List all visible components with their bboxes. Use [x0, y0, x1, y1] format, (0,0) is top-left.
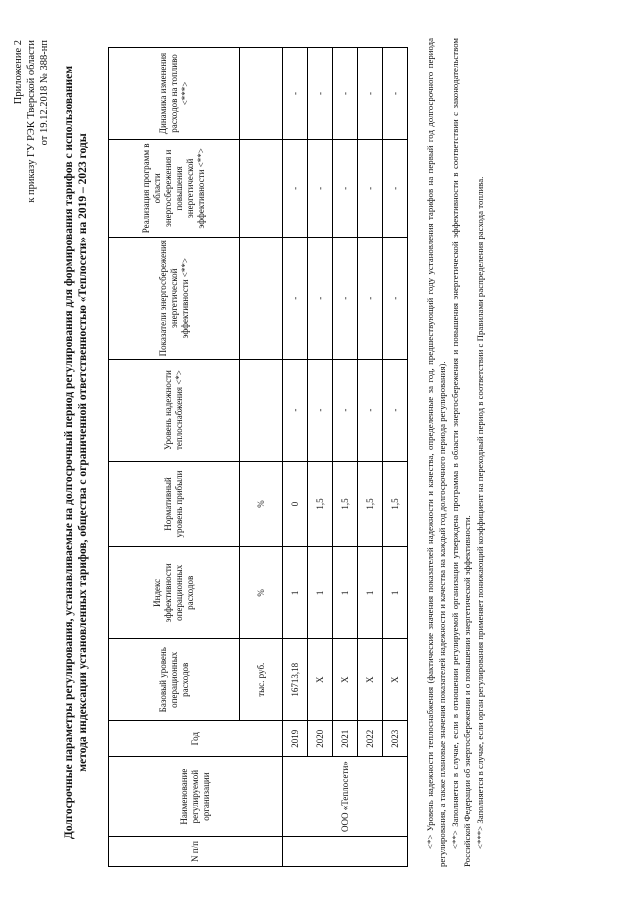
cell-reliability: - — [333, 359, 358, 461]
header-program: Реализация программ в области энергосбережения и повышения энергетической эффективности <**> — [109, 139, 240, 237]
cell-year: 2023 — [383, 721, 408, 757]
cell-normative-profit: 1,5 — [308, 461, 333, 547]
footnote-fuel: <***> Заполняется в случае, если орган регулирования применяет понижающий коэффициент на переходный период в соответствии с Правилами распределения расхода топлива. — [475, 176, 485, 849]
cell-normative-profit: 1,5 — [383, 461, 408, 547]
cell-year: 2021 — [333, 721, 358, 757]
cell-base-opex: Х — [358, 639, 383, 721]
table-row — [283, 48, 308, 867]
table-row — [383, 48, 408, 867]
footnote-energy-saving: <**> Заполняется в случае, если в отношении регулируемой организации утверждена программа в области энергосбережения и повышения энергетической эффективности в соответствии с законодательством Российской Федерации об энергосбережении и о повышении энергетической эффективности. — [450, 38, 472, 867]
cell-normative-profit: 0 — [283, 461, 308, 547]
table-row — [308, 48, 333, 867]
footnote-reliability: <*> Уровень надежности теплоснабжения (фактические значения показателей надежности и качества, определенные за год, предшествующий году установления тарифов на первый год долгосрочного периода регулирования, а также плановые значения показателей надежности и качества на каждый год долгосрочного периода регулирования). — [425, 38, 447, 867]
cell-program: - — [333, 139, 358, 237]
cell-fuel: - — [383, 48, 408, 140]
header-normative-profit: Нормативный уровень прибыли — [109, 461, 240, 547]
cell-year: 2019 — [283, 721, 308, 757]
cell-efficiency-index: 1 — [358, 547, 383, 639]
unit-base-opex: тыс. руб. — [240, 639, 283, 721]
header-fuel: Динамика изменения расходов на топливо <***> — [109, 48, 240, 140]
unit-empty — [240, 237, 283, 359]
cell-energy-saving: - — [383, 237, 408, 359]
cell-energy-saving: - — [308, 237, 333, 359]
header-base-opex: Базовый уровень операционных расходов — [109, 639, 240, 721]
appendix-order-reference: к приказу ГУ РЭК Тверской области — [26, 40, 37, 203]
header-efficiency-index: Индекс эффективности операционных расходов — [109, 547, 240, 639]
cell-program: - — [358, 139, 383, 237]
cell-year: 2022 — [358, 721, 383, 757]
cell-fuel: - — [333, 48, 358, 140]
unit-empty — [240, 139, 283, 237]
appendix-order-date: от 19.12.2018 № 388-нп — [39, 40, 50, 146]
cell-fuel: - — [308, 48, 333, 140]
cell-base-opex: Х — [383, 639, 408, 721]
table-row — [333, 48, 358, 867]
cell-reliability: - — [383, 359, 408, 461]
cell-base-opex: 16713,18 — [283, 639, 308, 721]
header-energy-saving: Показатели энергосбережения энергетической эффективности <**> — [109, 237, 240, 359]
cell-reliability: - — [308, 359, 333, 461]
document-title-line-2: метода индексации установленных тарифов, общества с ограниченной ответственностью «Теплосети» на 2019 – 2023 годы — [77, 133, 89, 772]
unit-normative-profit: % — [240, 461, 283, 547]
cell-program: - — [283, 139, 308, 237]
header-organization: Наименование регулируемой организации — [109, 757, 283, 837]
cell-number — [283, 837, 408, 867]
cell-efficiency-index: 1 — [333, 547, 358, 639]
table-header-row — [109, 48, 240, 867]
cell-reliability: - — [358, 359, 383, 461]
cell-energy-saving: - — [358, 237, 383, 359]
cell-organization: ООО «Теплосети» — [283, 757, 408, 837]
cell-reliability: - — [283, 359, 308, 461]
cell-efficiency-index: 1 — [283, 547, 308, 639]
cell-efficiency-index: 1 — [383, 547, 408, 639]
header-year: Год — [109, 721, 283, 757]
header-reliability: Уровень надежности теплоснабжения <*> — [109, 359, 240, 461]
unit-empty — [240, 359, 283, 461]
cell-base-opex: Х — [308, 639, 333, 721]
document-title — [62, 30, 90, 875]
unit-empty — [240, 48, 283, 140]
header-number: N п/п — [109, 837, 283, 867]
regulation-parameters-table — [108, 47, 408, 867]
cell-normative-profit: 1,5 — [358, 461, 383, 547]
cell-base-opex: Х — [333, 639, 358, 721]
appendix-header — [12, 40, 51, 203]
cell-normative-profit: 1,5 — [333, 461, 358, 547]
cell-program: - — [308, 139, 333, 237]
cell-energy-saving: - — [283, 237, 308, 359]
table-row — [358, 48, 383, 867]
cell-fuel: - — [283, 48, 308, 140]
appendix-number: Приложение 2 — [13, 40, 24, 105]
cell-energy-saving: - — [333, 237, 358, 359]
cell-fuel: - — [358, 48, 383, 140]
cell-year: 2020 — [308, 721, 333, 757]
cell-program: - — [383, 139, 408, 237]
footnotes — [425, 38, 489, 867]
unit-efficiency-index: % — [240, 547, 283, 639]
document-title-line-1: Долгосрочные параметры регулирования, устанавливаемые на долгосрочный период регулирования для формирования тарифов с использованием — [63, 65, 75, 840]
cell-efficiency-index: 1 — [308, 547, 333, 639]
